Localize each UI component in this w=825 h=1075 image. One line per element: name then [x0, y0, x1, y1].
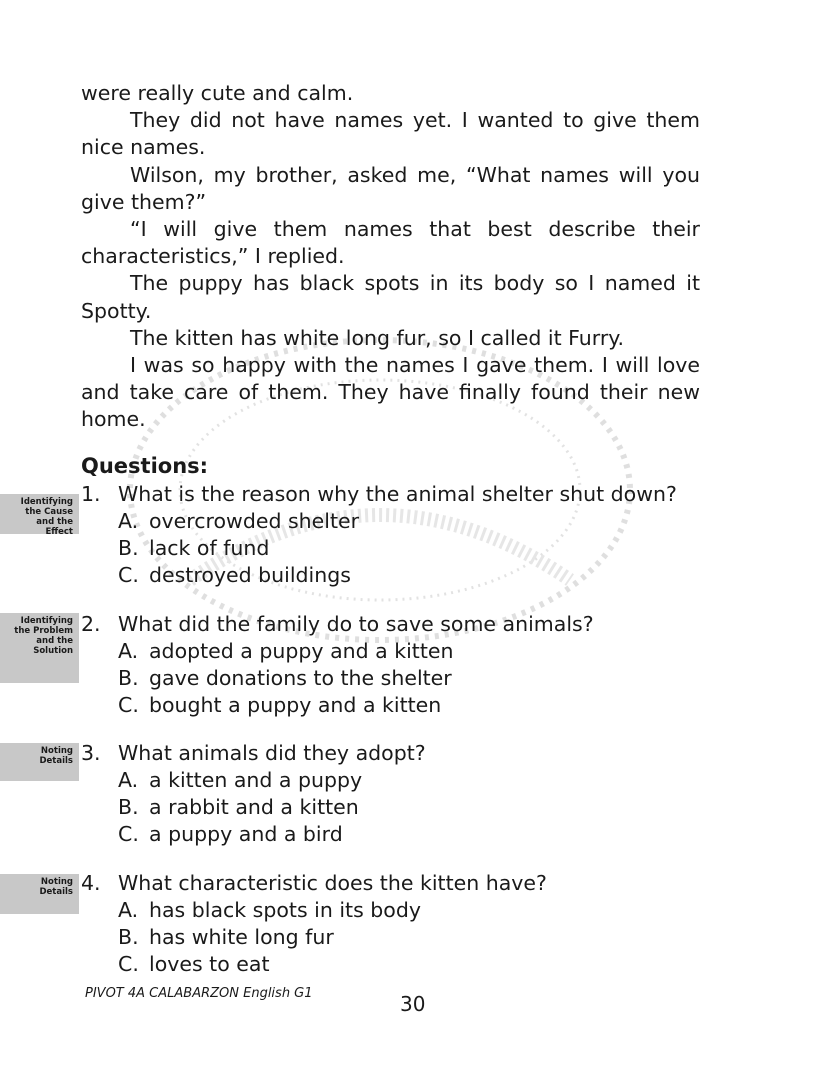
- answer-option[interactable]: A. has black spots in its body: [118, 898, 421, 922]
- questions-heading: Questions:: [81, 454, 209, 478]
- answer-option[interactable]: B. lack of fund: [118, 536, 270, 560]
- answer-option[interactable]: A. overcrowded shelter: [118, 509, 360, 533]
- page-number: 30: [400, 992, 426, 1016]
- question-text: 4. What characteristic does the kitten have?: [81, 871, 547, 895]
- answer-option[interactable]: C. loves to eat: [118, 952, 270, 976]
- answer-option[interactable]: B. gave donations to the shelter: [118, 666, 452, 690]
- answer-option[interactable]: C. destroyed buildings: [118, 563, 351, 587]
- answer-option[interactable]: A. adopted a puppy and a kitten: [118, 639, 454, 663]
- answer-option[interactable]: A. a kitten and a puppy: [118, 768, 363, 792]
- skill-tag: Identifying the Problem and the Solution: [0, 613, 79, 683]
- answer-option[interactable]: B. has white long fur: [118, 925, 334, 949]
- story-paragraph: Wilson, my brother, asked me, “What names will you give them?”: [81, 162, 700, 214]
- answer-option[interactable]: C. a puppy and a bird: [118, 822, 343, 846]
- story-text: [81, 80, 700, 434]
- skill-tag: Noting Details: [0, 874, 79, 914]
- footer-title: PIVOT 4A CALABARZON English G1: [85, 986, 313, 1001]
- skill-tag: Noting Details: [0, 743, 79, 781]
- story-paragraph: “I will give them names that best describe their characteristics,” I replied.: [81, 217, 700, 269]
- story-paragraph: They did not have names yet. I wanted to give them nice names.: [81, 108, 700, 160]
- question-text: 3. What animals did they adopt?: [81, 741, 426, 765]
- skill-tag: Identifying the Cause and the Effect: [0, 494, 79, 534]
- story-paragraph: were really cute and calm.: [81, 81, 354, 105]
- story-paragraph: The puppy has black spots in its body so I named it Spotty.: [81, 271, 700, 323]
- story-paragraph: The kitten has white long fur, so I called it Furry.: [130, 325, 625, 350]
- question-text: 1. What is the reason why the animal shelter shut down?: [81, 482, 677, 506]
- answer-option[interactable]: C. bought a puppy and a kitten: [118, 693, 442, 717]
- story-paragraph: I was so happy with the names I gave them. I will love and take care of them. They have finally found their new home.: [81, 353, 700, 432]
- answer-option[interactable]: B. a rabbit and a kitten: [118, 795, 359, 819]
- question-text: 2. What did the family do to save some animals?: [81, 612, 594, 636]
